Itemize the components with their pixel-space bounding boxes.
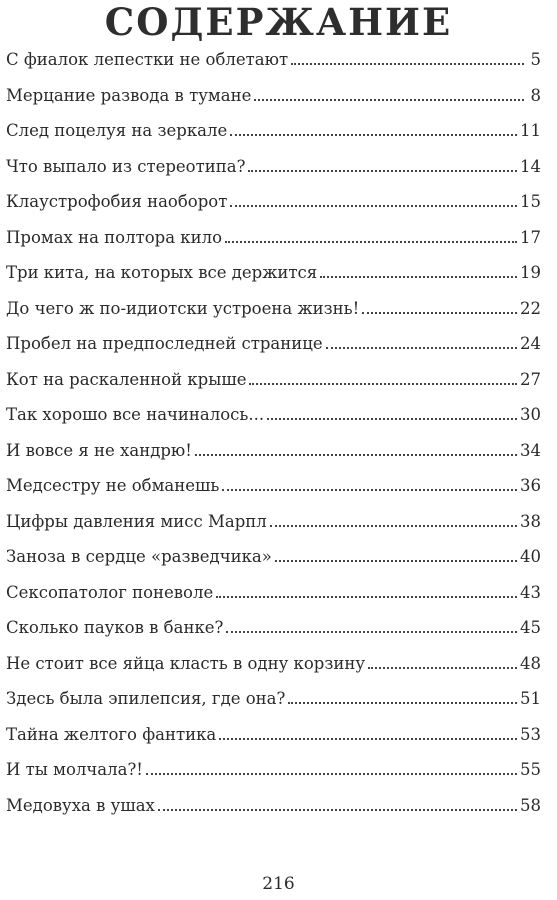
toc-entry-page: 58 xyxy=(520,795,541,815)
toc-entry-page: 43 xyxy=(520,582,541,602)
dot-leader xyxy=(254,99,524,101)
page-title: СОДЕРЖАНИЕ xyxy=(104,0,453,44)
toc-entry-title: До чего ж по-идиотски устроена жизнь! xyxy=(6,298,360,318)
dot-leader xyxy=(267,418,517,420)
toc-entry-page: 5 xyxy=(530,50,541,69)
toc-entry-title: Сексопатолог поневоле xyxy=(6,582,214,602)
toc-entry xyxy=(6,192,541,228)
toc-entry-page: 53 xyxy=(520,724,541,744)
toc-entry-title: С фиалок лепестки не облетают xyxy=(6,50,289,69)
dot-leader xyxy=(270,525,517,527)
dot-leader xyxy=(326,347,517,349)
toc-entry-page: 14 xyxy=(520,156,541,176)
dot-leader xyxy=(288,702,517,704)
toc-entry-title: Промах на полтора кило xyxy=(6,227,223,247)
toc-entry-page: 22 xyxy=(520,298,541,318)
dot-leader xyxy=(158,809,517,811)
toc-entry-title: Мерцание развода в тумане xyxy=(6,85,252,105)
toc-entry xyxy=(6,299,541,335)
toc-entry-page: 36 xyxy=(520,476,541,495)
toc-entry-title: И ты молчала?! xyxy=(6,760,143,779)
toc-entry-page: 30 xyxy=(520,405,541,424)
toc-entry xyxy=(6,760,541,796)
toc-entry-title: Три кита, на которых все держится xyxy=(6,263,318,282)
dot-leader xyxy=(291,63,524,65)
dot-leader xyxy=(230,205,517,207)
toc-entry-title: Здесь была эпилепсия, где она? xyxy=(6,689,286,708)
toc-entry-page: 24 xyxy=(520,334,541,353)
dot-leader xyxy=(219,738,517,740)
toc-entry xyxy=(6,796,541,832)
dot-leader xyxy=(320,276,517,278)
toc-entry-title: Так хорошо все начиналось... xyxy=(6,405,265,424)
toc-entry xyxy=(6,583,541,619)
toc-entry xyxy=(6,476,541,512)
toc-entry-page: 27 xyxy=(520,369,541,389)
toc-entry-page: 34 xyxy=(520,440,541,460)
toc-entry xyxy=(6,512,541,548)
toc-entry-title: Медовуха в ушах xyxy=(6,795,155,815)
toc-entry-title: Сколько пауков в банке? xyxy=(6,618,224,637)
toc-entry xyxy=(6,725,541,761)
toc-entry xyxy=(6,86,541,122)
toc-entry-page: 15 xyxy=(520,192,541,211)
toc-entry-title: И вовсе я не хандрю! xyxy=(6,440,192,460)
toc-entry xyxy=(6,121,541,157)
page-number: 216 xyxy=(262,874,295,894)
toc-entry xyxy=(6,405,541,441)
toc-entry-page: 51 xyxy=(520,689,541,708)
toc-entry xyxy=(6,157,541,193)
toc-entry-page: 45 xyxy=(520,618,541,637)
toc-entry-title: Кот на раскаленной крыше xyxy=(6,369,247,389)
toc-entry xyxy=(6,228,541,264)
toc-entry-page: 8 xyxy=(530,85,541,105)
toc-entry-page: 19 xyxy=(520,263,541,282)
dot-leader xyxy=(146,773,517,775)
toc-entry-title: Клаустрофобия наоборот xyxy=(6,192,228,211)
toc-entry xyxy=(6,689,541,725)
dot-leader xyxy=(249,383,517,385)
toc-entry-title: Пробел на предпоследней странице xyxy=(6,334,323,353)
toc-entry-title: Заноза в сердце «разведчика» xyxy=(6,547,272,566)
toc-entry xyxy=(6,370,541,406)
dot-leader xyxy=(222,489,517,491)
toc-entry xyxy=(6,547,541,583)
toc-entry xyxy=(6,618,541,654)
toc-entry-title: Что выпало из стереотипа? xyxy=(6,156,246,176)
toc-entry-page: 40 xyxy=(520,547,541,566)
toc-entry xyxy=(6,263,541,299)
dot-leader xyxy=(225,241,517,243)
dot-leader xyxy=(195,454,517,456)
toc-entry xyxy=(6,441,541,477)
toc-entry xyxy=(6,654,541,690)
dot-leader xyxy=(362,312,517,314)
toc-entry-page: 38 xyxy=(520,511,541,531)
toc-entry-page: 48 xyxy=(520,653,541,673)
toc-entry-page: 11 xyxy=(520,121,541,140)
dot-leader xyxy=(226,631,517,633)
toc-entry-title: След поцелуя на зеркале xyxy=(6,121,228,140)
toc-entry xyxy=(6,334,541,370)
dot-leader xyxy=(216,596,517,598)
dot-leader xyxy=(248,170,517,172)
dot-leader xyxy=(275,560,517,562)
toc-entry-page: 17 xyxy=(520,227,541,247)
toc-entry-title: Тайна желтого фантика xyxy=(6,724,217,744)
toc-entry-title: Медсестру не обманешь xyxy=(6,476,220,495)
table-of-contents xyxy=(6,50,541,831)
toc-entry-title: Цифры давления мисс Марпл xyxy=(6,511,267,531)
toc-entry xyxy=(6,50,541,86)
dot-leader xyxy=(368,667,517,669)
toc-entry-page: 55 xyxy=(520,760,541,779)
dot-leader xyxy=(230,134,517,136)
toc-entry-title: Не стоит все яйца класть в одну корзину xyxy=(6,653,366,673)
